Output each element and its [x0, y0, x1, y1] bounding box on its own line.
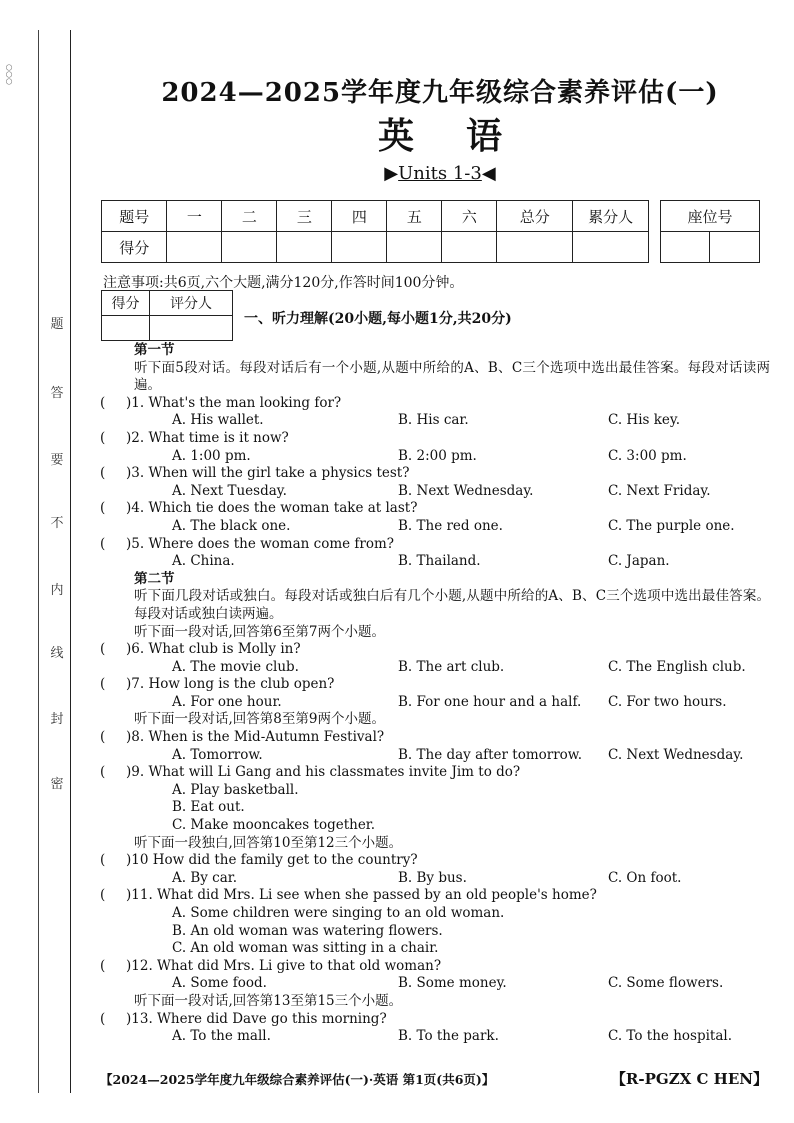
option-c: C. 3:00 pm. — [608, 447, 687, 464]
question-stem — [100, 729, 770, 747]
question-options — [100, 747, 770, 765]
exam-notice: 注意事项:共6页,六个大题,满分120分,作答时间100分钟。 — [103, 275, 464, 291]
question-stem — [100, 500, 770, 518]
question-stem — [100, 536, 770, 554]
question-stem — [100, 764, 770, 782]
option-b — [100, 799, 770, 817]
answer-blank[interactable]: ( — [100, 957, 106, 974]
score-header-cell: 题号 — [102, 201, 167, 232]
question-stem — [100, 641, 770, 659]
question-stem — [100, 887, 770, 905]
option-c — [100, 940, 770, 958]
part-title: 第二节 — [134, 570, 175, 587]
margin-char: 密 — [48, 776, 66, 794]
score-header-cell: 二 — [222, 201, 277, 232]
seat-cell[interactable] — [710, 232, 760, 263]
score-header-cell: 总分 — [497, 201, 573, 232]
score-cell[interactable] — [497, 232, 573, 263]
score-header-cell: 累分人 — [573, 201, 649, 232]
score-cell[interactable] — [332, 232, 387, 263]
option-a: A. The movie club. — [172, 658, 299, 675]
question-text: )9. What will Li Gang and his classmates invite Jim to do? — [126, 764, 521, 781]
score-header-cell: 四 — [332, 201, 387, 232]
grader-name-cell[interactable] — [150, 316, 233, 341]
option-c-text: C. Make mooncakes together. — [172, 817, 376, 834]
question-stem — [100, 676, 770, 694]
margin-line-inner — [70, 30, 71, 1093]
option-b: B. The art club. — [398, 658, 505, 675]
grader-name-label: 评分人 — [150, 291, 233, 316]
option-a: A. To the mall. — [172, 1028, 271, 1045]
score-table-score-row — [102, 232, 649, 263]
answer-blank[interactable]: ( — [100, 1010, 106, 1027]
question-text: )2. What time is it now? — [126, 429, 289, 446]
option-b: B. His car. — [398, 412, 469, 429]
margin-char: 内 — [48, 582, 66, 600]
score-row-label: 得分 — [102, 232, 167, 263]
option-a: A. Next Tuesday. — [172, 482, 287, 499]
question-options — [100, 659, 770, 677]
score-cell[interactable] — [387, 232, 442, 263]
question-stem — [100, 958, 770, 976]
part-instructions: 听下面几段对话或独白。每段对话或独白后有几个小题,从题中所给的A、B、C三个选项中选出最佳答案。每段对话或独白读两遍。 — [134, 588, 770, 622]
dialogue-lead: 听下面一段对话,回答第6至第7两个小题。 — [134, 623, 385, 640]
option-c: C. Next Wednesday. — [608, 746, 744, 763]
option-a-text: A. Some children were singing to an old woman. — [172, 905, 505, 921]
score-header-cell: 五 — [387, 201, 442, 232]
option-c: C. Next Friday. — [608, 482, 711, 499]
question-text: )1. What's the man looking for? — [126, 394, 342, 411]
option-a: A. His wallet. — [172, 412, 264, 429]
exam-title: 2024—2025学年度九年级综合素养评估(一) — [161, 78, 719, 108]
score-cell[interactable] — [222, 232, 277, 263]
answer-blank[interactable]: ( — [100, 676, 106, 693]
option-c: C. For two hours. — [608, 693, 727, 710]
answer-blank[interactable]: ( — [100, 641, 106, 658]
option-a — [100, 905, 770, 923]
question-stem — [100, 852, 770, 870]
option-b — [100, 923, 770, 941]
grader-score-cell[interactable] — [102, 316, 150, 341]
option-a-text: A. Play basketball. — [172, 781, 299, 798]
option-c-text: C. An old woman was sitting in a chair. — [172, 940, 439, 957]
question-stem — [100, 465, 770, 483]
question-text: )5. Where does the woman come from? — [126, 535, 395, 552]
score-table-header-row — [102, 201, 649, 232]
margin-char: 题 — [48, 316, 66, 334]
paper-code: 【R-PGZX C HEN】 — [610, 1070, 768, 1088]
option-b: B. Next Wednesday. — [398, 482, 534, 499]
grader-score-label: 得分 — [102, 291, 150, 316]
exam-subject: 英语 — [377, 115, 554, 157]
option-b: B. For one hour and a half. — [398, 693, 582, 710]
option-b-text: B. An old woman was watering flowers. — [172, 922, 443, 939]
seat-label: 座位号 — [661, 201, 760, 232]
question-options — [100, 1028, 770, 1046]
answer-blank[interactable]: ( — [100, 429, 106, 446]
option-b: B. By bus. — [398, 869, 467, 886]
option-b-text: B. Eat out. — [172, 799, 245, 816]
option-c: C. To the hospital. — [608, 1028, 732, 1045]
question-text: )3. When will the girl take a physics test? — [126, 465, 410, 482]
option-a: A. For one hour. — [172, 693, 282, 710]
question-options — [100, 518, 770, 536]
question-stem — [100, 1011, 770, 1029]
question-options — [100, 870, 770, 888]
dialogue-lead: 听下面一段对话,回答第13至第15三个小题。 — [134, 992, 403, 1009]
question-options — [100, 553, 770, 571]
answer-blank[interactable]: ( — [100, 887, 106, 904]
page-footer: 【2024—2025学年度九年级综合素养评估(一)·英语 第1页(共6页)】 — [100, 1072, 495, 1087]
option-c: C. Some flowers. — [608, 975, 724, 992]
answer-blank[interactable]: ( — [100, 500, 106, 517]
score-header-cell: 六 — [442, 201, 497, 232]
option-b: B. Some money. — [398, 975, 507, 992]
question-stem — [100, 430, 770, 448]
answer-blank[interactable]: ( — [100, 764, 106, 781]
grader-table — [101, 290, 233, 341]
option-a: A. 1:00 pm. — [172, 447, 251, 464]
option-c: C. On foot. — [608, 869, 682, 886]
margin-char: 答 — [48, 385, 66, 403]
option-a — [100, 782, 770, 800]
units-text: Units 1-3 — [398, 163, 482, 184]
score-cell[interactable] — [573, 232, 649, 263]
answer-blank[interactable]: ( — [100, 535, 106, 552]
question-options — [100, 694, 770, 712]
score-header-cell: 一 — [167, 201, 222, 232]
question-content — [100, 342, 770, 1046]
option-a: A. China. — [172, 553, 235, 570]
question-options — [100, 975, 770, 993]
question-text: )10 How did the family get to the country? — [126, 852, 418, 869]
question-text: )4. Which tie does the woman take at last? — [126, 500, 418, 517]
answer-blank[interactable]: ( — [100, 852, 106, 869]
option-a: A. Tomorrow. — [172, 746, 263, 763]
units-label: ▶Units 1-3◀ — [384, 163, 496, 184]
option-c — [100, 817, 770, 835]
option-b: B. To the park. — [398, 1028, 499, 1045]
question-options — [100, 448, 770, 466]
option-b: B. The red one. — [398, 517, 503, 534]
question-text: )13. Where did Dave go this morning? — [126, 1010, 387, 1027]
question-text: )7. How long is the club open? — [126, 676, 335, 693]
option-a: A. By car. — [172, 869, 238, 886]
score-table — [101, 200, 649, 263]
option-c: C. The English club. — [608, 658, 746, 675]
margin-char: 不 — [48, 515, 66, 533]
margin-char: 封 — [48, 711, 66, 729]
score-header-cell: 三 — [277, 201, 332, 232]
margin-mark: ○○○ — [5, 64, 14, 85]
question-text: )6. What club is Molly in? — [126, 641, 301, 658]
option-a: A. The black one. — [172, 517, 291, 534]
question-text: )11. What did Mrs. Li see when she passed by an old people's home? — [126, 887, 597, 904]
question-stem — [100, 395, 770, 413]
margin-line-outer — [38, 30, 39, 1093]
option-c: C. Japan. — [608, 553, 670, 570]
margin-char: 线 — [48, 645, 66, 663]
score-cell[interactable] — [442, 232, 497, 263]
question-text: )12. What did Mrs. Li give to that old woman? — [126, 957, 442, 974]
answer-blank[interactable]: ( — [100, 394, 106, 411]
option-b: B. Thailand. — [398, 553, 481, 570]
score-cell[interactable] — [277, 232, 332, 263]
question-options — [100, 412, 770, 430]
seat-table — [660, 200, 760, 263]
answer-blank[interactable]: ( — [100, 729, 106, 746]
monologue-lead: 听下面一段独白,回答第10至第12三个小题。 — [134, 834, 403, 851]
option-b: B. The day after tomorrow. — [398, 746, 583, 763]
dialogue-lead: 听下面一段对话,回答第8至第9两个小题。 — [134, 711, 385, 728]
seat-cell[interactable] — [661, 232, 710, 263]
option-c: C. His key. — [608, 412, 681, 429]
score-cell[interactable] — [167, 232, 222, 263]
section-heading: 一、听力理解(20小题,每小题1分,共20分) — [244, 311, 512, 327]
question-text: )8. When is the Mid-Autumn Festival? — [126, 729, 385, 746]
part-instructions: 听下面5段对话。每段对话后有一个小题,从题中所给的A、B、C三个选项中选出最佳答案。每段对话读两遍。 — [134, 359, 770, 394]
option-c: C. The purple one. — [608, 517, 735, 534]
margin-char: 要 — [48, 452, 66, 470]
part-title: 第一节 — [134, 342, 175, 358]
option-b: B. 2:00 pm. — [398, 447, 477, 464]
question-options — [100, 483, 770, 501]
answer-blank[interactable]: ( — [100, 465, 106, 482]
option-a: A. Some food. — [172, 975, 267, 992]
